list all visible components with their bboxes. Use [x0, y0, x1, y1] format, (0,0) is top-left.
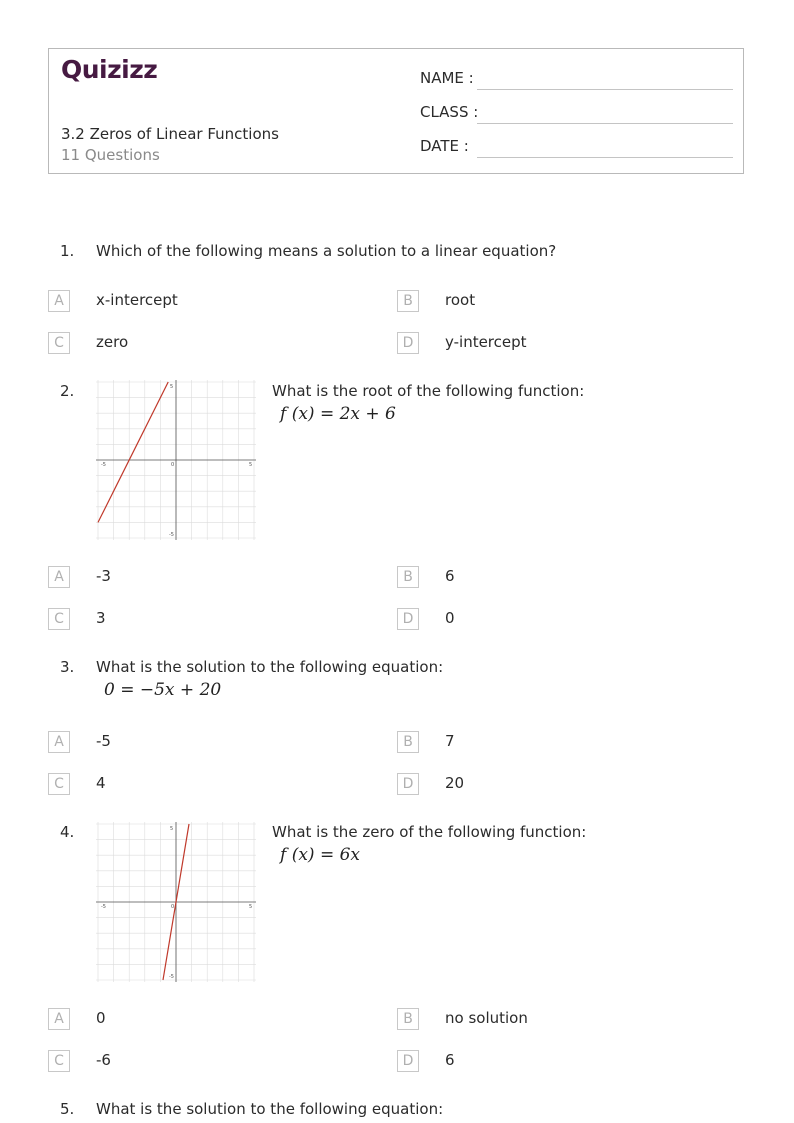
tick-label-x-min: -5: [101, 462, 106, 468]
question-4-equation: f (x) = 6x: [280, 845, 361, 865]
q4-option-d-text: 6: [445, 1051, 455, 1069]
q4-option-a-text: 0: [96, 1009, 106, 1027]
tick-label-y-min: -5: [169, 974, 174, 980]
name-line: [477, 89, 733, 90]
date-line: [477, 157, 733, 158]
question-3-number: 3.: [60, 658, 75, 676]
q4-option-d-box[interactable]: D: [397, 1050, 419, 1072]
question-2-text: What is the root of the following function:: [272, 382, 585, 400]
tick-label-origin: 0: [171, 462, 175, 468]
q3-option-a-text: -5: [96, 732, 111, 750]
question-1-text: Which of the following means a solution to a linear equation?: [96, 242, 557, 260]
q1-option-a-text: x-intercept: [96, 291, 178, 309]
tick-label-x-min: -5: [101, 904, 106, 910]
q2-option-a-box[interactable]: A: [48, 566, 70, 588]
q1-option-b-box[interactable]: B: [397, 290, 419, 312]
question-5-number: 5.: [60, 1100, 75, 1118]
q3-option-d-text: 20: [445, 774, 465, 792]
q2-option-b-text: 6: [445, 567, 455, 585]
question-2-number: 2.: [60, 382, 75, 400]
q3-option-b-text: 7: [445, 732, 455, 750]
function-line: [98, 382, 168, 522]
quizizz-logo: Quizizz: [61, 55, 158, 84]
q1-option-d-box[interactable]: D: [397, 332, 419, 354]
class-line: [477, 123, 733, 124]
question-2-equation: f (x) = 2x + 6: [280, 404, 396, 424]
question-1-number: 1.: [60, 242, 75, 260]
q4-option-b-box[interactable]: B: [397, 1008, 419, 1030]
q1-option-d-text: y-intercept: [445, 333, 527, 351]
tick-label-x-max: 5: [249, 462, 253, 468]
q1-option-a-box[interactable]: A: [48, 290, 70, 312]
worksheet-title: 3.2 Zeros of Linear Functions: [61, 125, 279, 143]
tick-label-x-max: 5: [249, 904, 253, 910]
q1-option-c-box[interactable]: C: [48, 332, 70, 354]
q4-option-c-box[interactable]: C: [48, 1050, 70, 1072]
q1-option-c-text: zero: [96, 333, 129, 351]
tick-label-y-max: 5: [170, 826, 174, 832]
tick-label-y-min: -5: [169, 532, 174, 538]
q4-function-graph: [96, 822, 256, 982]
q3-option-c-box[interactable]: C: [48, 773, 70, 795]
q3-option-a-box[interactable]: A: [48, 731, 70, 753]
q4-option-c-text: -6: [96, 1051, 111, 1069]
question-4-number: 4.: [60, 823, 75, 841]
date-label: DATE :: [420, 137, 469, 155]
question-4-text: What is the zero of the following function:: [272, 823, 587, 841]
q2-option-b-box[interactable]: B: [397, 566, 419, 588]
q3-option-d-box[interactable]: D: [397, 773, 419, 795]
q2-option-d-box[interactable]: D: [397, 608, 419, 630]
tick-label-y-max: 5: [170, 384, 174, 390]
class-label: CLASS :: [420, 103, 479, 121]
question-3-equation: 0 = −5x + 20: [104, 680, 222, 700]
q4-option-b-text: no solution: [445, 1009, 528, 1027]
q2-function-graph: [96, 380, 256, 540]
q2-option-a-text: -3: [96, 567, 111, 585]
q2-option-c-box[interactable]: C: [48, 608, 70, 630]
q4-option-a-box[interactable]: A: [48, 1008, 70, 1030]
q1-option-b-text: root: [445, 291, 476, 309]
question-count: 11 Questions: [61, 146, 160, 164]
question-5-text: What is the solution to the following equation:: [96, 1100, 444, 1118]
q3-option-c-text: 4: [96, 774, 106, 792]
question-3-text: What is the solution to the following equation:: [96, 658, 444, 676]
q3-option-b-box[interactable]: B: [397, 731, 419, 753]
q2-option-d-text: 0: [445, 609, 455, 627]
q2-option-c-text: 3: [96, 609, 106, 627]
worksheet-header: [48, 48, 744, 174]
name-label: NAME :: [420, 69, 474, 87]
tick-label-origin: 0: [171, 904, 175, 910]
